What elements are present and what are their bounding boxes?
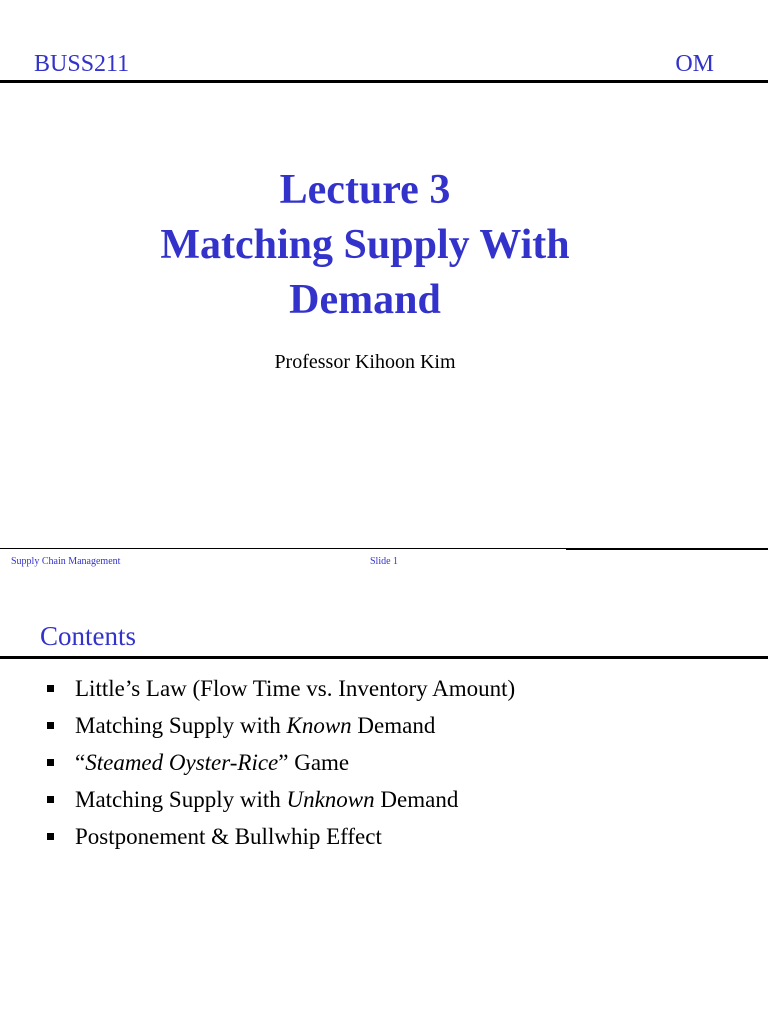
bullet-square-icon: [47, 833, 54, 840]
slide-title: [0, 163, 730, 328]
bullet-square-icon: [47, 722, 54, 729]
footer-slide-number: Slide 1: [370, 556, 399, 567]
title-line: Matching Supply With: [160, 222, 570, 268]
list-item-text: Little’s Law (Flow Time vs. Inventory Amount): [75, 676, 516, 701]
contents-heading: Contents: [40, 621, 137, 651]
header-divider: [0, 80, 768, 83]
list-item-text: “Steamed Oyster-Rice” Game: [75, 750, 350, 775]
presenter-name: Professor Kihoon Kim: [274, 351, 456, 373]
subject-area: OM: [675, 51, 714, 77]
course-code: BUSS211: [34, 51, 130, 77]
bullet-square-icon: [47, 685, 54, 692]
contents-divider: [0, 656, 768, 659]
title-line: Demand: [289, 277, 441, 323]
list-item-text: Matching Supply with Unknown Demand: [75, 787, 459, 812]
title-line: Lecture 3: [279, 167, 451, 213]
bullet-square-icon: [47, 796, 54, 803]
footer-divider-accent: [566, 548, 768, 550]
list-item-text: Matching Supply with Known Demand: [75, 713, 436, 738]
footer-course-title: Supply Chain Management: [11, 556, 121, 567]
list-item-text: Postponement & Bullwhip Effect: [75, 824, 382, 849]
bullet-square-icon: [47, 759, 54, 766]
